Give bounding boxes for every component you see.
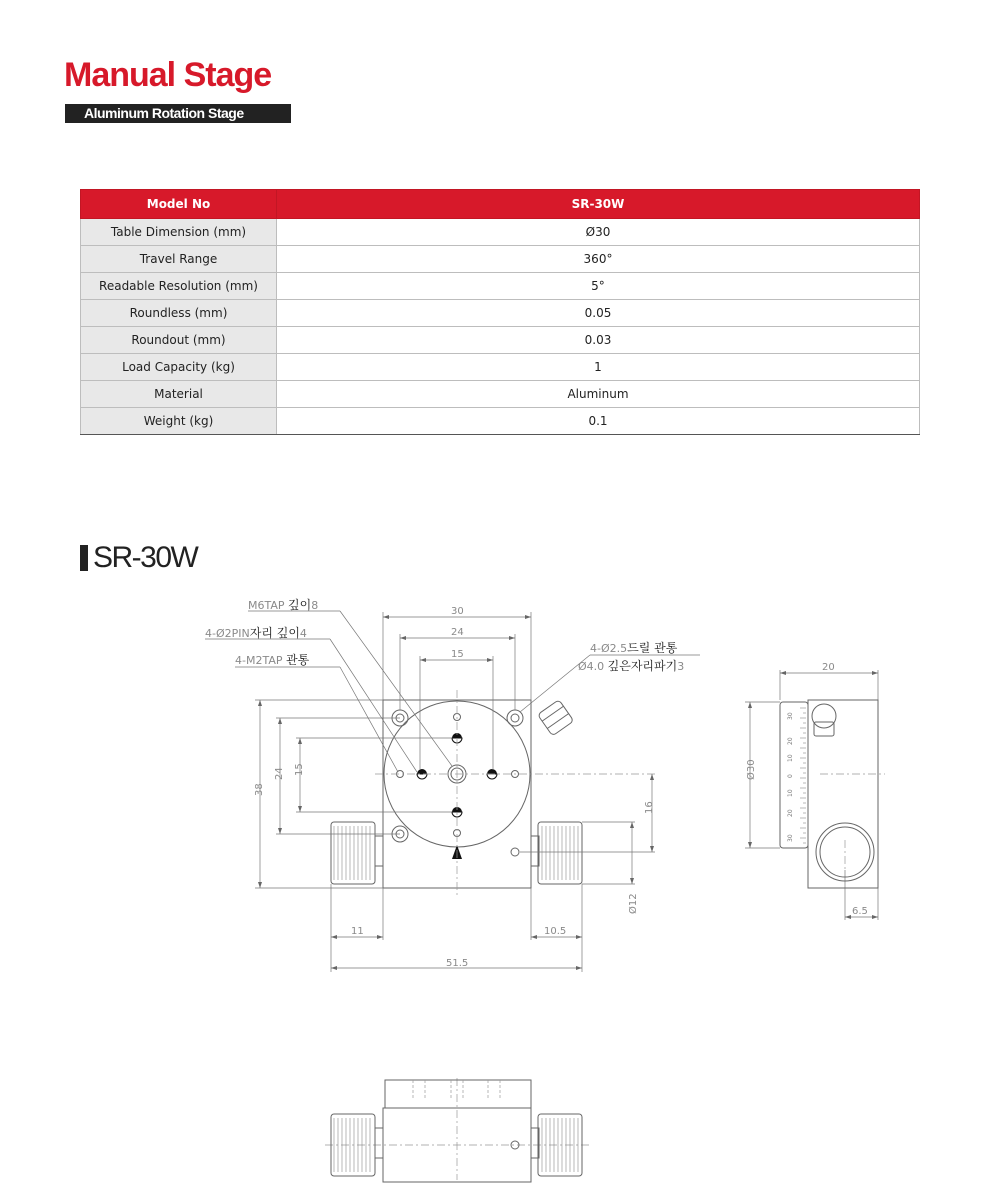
header-model-label: Model No <box>81 190 277 219</box>
dim-51-5: 51.5 <box>446 958 469 969</box>
scale-label: 20 <box>787 809 794 817</box>
dim-16: 16 <box>644 801 655 814</box>
row-label: Table Dimension (mm) <box>81 219 277 246</box>
header-model-value: SR-30W <box>277 190 920 219</box>
counterbore-hole <box>507 710 523 726</box>
scale-label: 20 <box>787 737 794 745</box>
row-label: Load Capacity (kg) <box>81 354 277 381</box>
note-pin-seat: 4-Ø2PIN자리 깊이4 <box>205 626 307 640</box>
dim-24-vertical: 24 <box>274 767 285 780</box>
dim-side-6-5: 6.5 <box>852 906 868 917</box>
dim-38: 38 <box>254 783 265 796</box>
row-label: Roundout (mm) <box>81 327 277 354</box>
note-m2-tap: 4-M2TAP 관통 <box>235 653 310 667</box>
scale-label: 10 <box>787 754 794 762</box>
row-value: 0.05 <box>277 300 920 327</box>
row-label: Material <box>81 381 277 408</box>
lock-screw <box>538 700 574 736</box>
row-value: 0.03 <box>277 327 920 354</box>
dim-11: 11 <box>351 926 364 937</box>
dim-24: 24 <box>451 627 464 638</box>
row-value: 1 <box>277 354 920 381</box>
row-value: Ø30 <box>277 219 920 246</box>
side-view-body <box>808 700 878 888</box>
row-value: 360° <box>277 246 920 273</box>
scale-label: 10 <box>787 789 794 797</box>
side-view-lock <box>812 704 836 728</box>
dim-15: 15 <box>451 649 464 660</box>
scale-label: 30 <box>787 834 794 842</box>
page-subtitle: Aluminum Rotation Stage <box>65 104 291 123</box>
scale-label: 30 <box>787 712 794 720</box>
note-drill: 4-Ø2.5드릴 관통 <box>590 641 678 655</box>
dim-15-vertical: 15 <box>294 763 305 776</box>
note-m6-tap: M6TAP 깊이8 <box>248 598 319 612</box>
scale-label: 0 <box>787 774 794 778</box>
dim-side-20: 20 <box>822 662 835 673</box>
left-knob <box>331 822 375 884</box>
right-knob <box>538 822 582 884</box>
page-title: Manual Stage <box>64 56 272 94</box>
side-view-table <box>780 702 808 848</box>
front-view-table <box>385 1080 531 1108</box>
row-label: Readable Resolution (mm) <box>81 273 277 300</box>
dim-30: 30 <box>451 606 464 617</box>
row-label: Weight (kg) <box>81 408 277 435</box>
note-counterbore: Ø4.0 깊은자리파기3 <box>578 659 685 673</box>
row-label: Roundless (mm) <box>81 300 277 327</box>
dim-10-5: 10.5 <box>544 926 567 937</box>
dim-side-30: Ø30 <box>746 759 757 780</box>
section-title: SR-30W <box>93 541 198 574</box>
row-value: Aluminum <box>277 381 920 408</box>
row-value: 0.1 <box>277 408 920 435</box>
dim-knob-diameter: Ø12 <box>628 893 639 914</box>
row-label: Travel Range <box>81 246 277 273</box>
row-value: 5° <box>277 273 920 300</box>
